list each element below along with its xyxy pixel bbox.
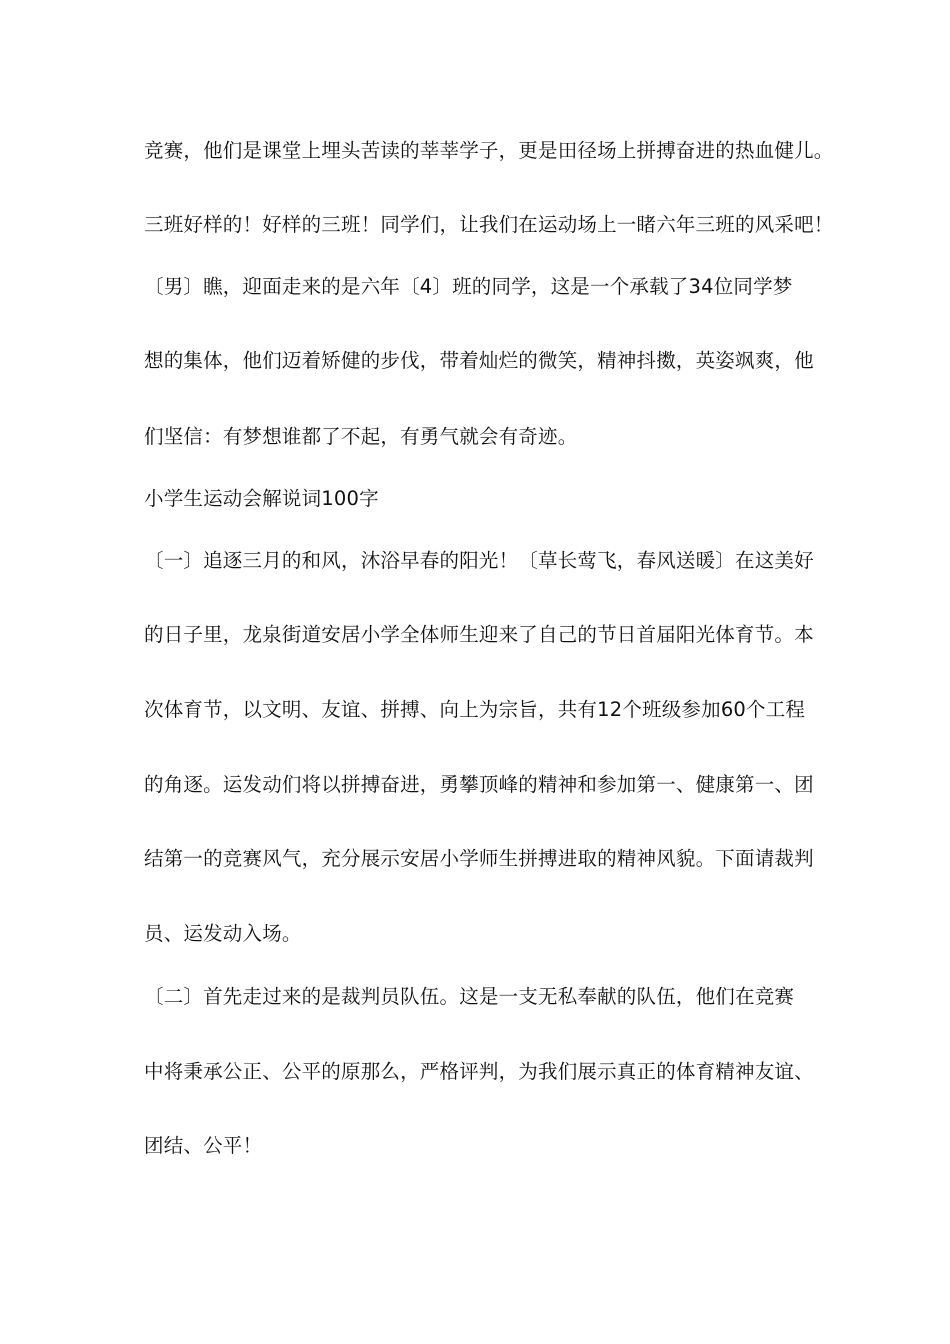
text-line: 〔二〕首先走过来的是裁判员队伍。这是一支无私奉献的队伍，他们在竞赛: [144, 985, 795, 1008]
section-heading: 小学生运动会解说词100字: [144, 487, 379, 510]
text-line: 员、运发动入场。: [144, 922, 302, 945]
text-line: 的角逐。运发动们将以拼搏奋进，勇攀顶峰的精神和参加第一、健康第一、团: [144, 773, 814, 796]
text-line: 中将秉承公正、公平的原那么，严格评判，为我们展示真正的体育精神友谊、: [144, 1060, 814, 1083]
text-line: 〔男〕瞧，迎面走来的是六年〔4〕班的同学，这是一个承载了34位同学梦: [144, 275, 793, 298]
text-line: 〔一〕追逐三月的和风，沐浴早春的阳光！〔草长莺飞，春风送暖〕在这美好: [144, 549, 814, 572]
text-line: 的日子里，龙泉街道安居小学全体师生迎来了自己的节日首届阳光体育节。本: [144, 623, 814, 646]
text-line: 想的集体，他们迈着矫健的步伐，带着灿烂的微笑，精神抖擞，英姿飒爽，他: [144, 349, 814, 372]
text-line: 次体育节，以文明、友谊、拼搏、向上为宗旨，共有12个班级参加60个工程: [144, 698, 806, 721]
text-line: 们坚信：有梦想谁都了不起，有勇气就会有奇迹。: [144, 425, 578, 448]
text-line: 三班好样的！好样的三班！同学们，让我们在运动场上一睹六年三班的风采吧！: [144, 213, 834, 236]
text-line: 团结、公平！: [144, 1134, 263, 1157]
text-line: 结第一的竞赛风气，充分展示安居小学师生拼搏进取的精神风貌。下面请裁判: [144, 847, 814, 870]
text-line: 竞赛，他们是课堂上埋头苦读的莘莘学子，更是田径场上拼搏奋进的热血健儿。: [144, 139, 834, 162]
